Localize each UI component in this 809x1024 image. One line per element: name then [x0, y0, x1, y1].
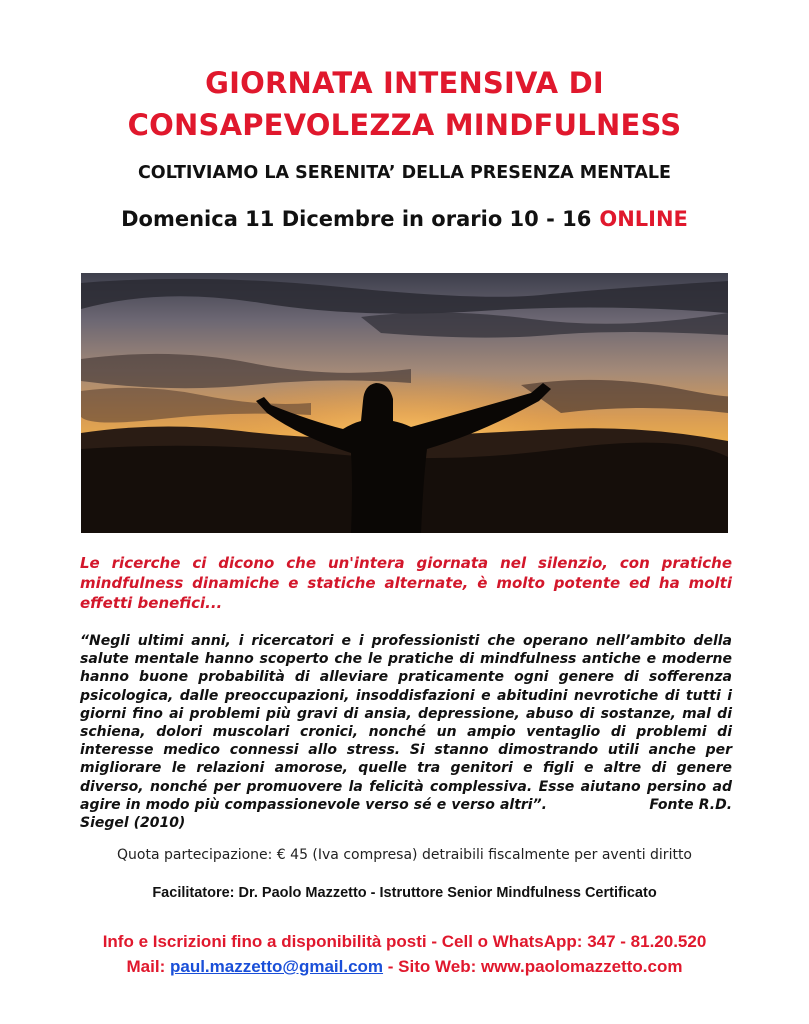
event-date — [0, 207, 809, 231]
sunset-silhouette-photo — [81, 273, 728, 533]
website-text: - Sito Web: www.paolomazzetto.com — [387, 957, 683, 976]
quote-paragraph — [80, 632, 732, 832]
title-line-2: CONSAPEVOLEZZA MINDFULNESS — [127, 108, 682, 142]
facilitator-line: Facilitatore: Dr. Paolo Mazzetto - Istruttore Senior Mindfulness Certificato — [152, 885, 657, 901]
event-date-text: Domenica 11 Dicembre in orario 10 - 16 — [121, 207, 592, 231]
participation-fee: Quota partecipazione: € 45 (Iva compresa) detraibili fiscalmente per aventi diritto — [117, 847, 692, 863]
quote-source: Fonte R.D. Siegel (2010) — [80, 796, 733, 832]
email-link[interactable]: paul.mazzetto@gmail.com — [169, 957, 384, 976]
mail-label: Mail: — [126, 957, 166, 976]
title-line-1: GIORNATA INTENSIVA DI — [205, 66, 604, 100]
info-contact-line: Info e Iscrizioni fino a disponibilità posti - Cell o WhatsApp: 347 - 81.20.520 — [102, 932, 707, 951]
intro-paragraph: Le ricerche ci dicono che un'intera giornata nel silenzio, con pratiche mindfulness dinamiche e statiche alternate, è molto potente ed ha molti effetti benefici... — [80, 554, 732, 612]
mail-web-line — [0, 957, 809, 977]
quote-text: “Negli ultimi anni, i ricercatori e i professionisti che operano nell’ambito della salute mentale hanno scoperto che le pratiche di mindfulness antiche e moderne hanno buone probabilità di alleviare praticamente ogni genere di sofferenza psicologica, dalle preoccupazioni, insoddisfazioni e abitudini nevrotiche di tutti i giorni fino ai problemi più gravi di ansia, depressione, abuso di sostanze, mal di schiena, dolori muscolari cronici, nonché un ampio ventaglio di problemi di interesse medico connessi allo stress. Si stanno dimostrando utili anche per migliorare le relazioni amorose, quelle tra genitori e figli e altre di genere diverso, nonché per promuovere la felicità complessiva. Esse aiutano persino ad agire in modo più compassionevole verso sé e verso altri”. — [80, 633, 732, 813]
online-badge: ONLINE — [599, 207, 688, 231]
subtitle: COLTIVIAMO LA SERENITA’ DELLA PRESENZA MENTALE — [137, 163, 672, 183]
